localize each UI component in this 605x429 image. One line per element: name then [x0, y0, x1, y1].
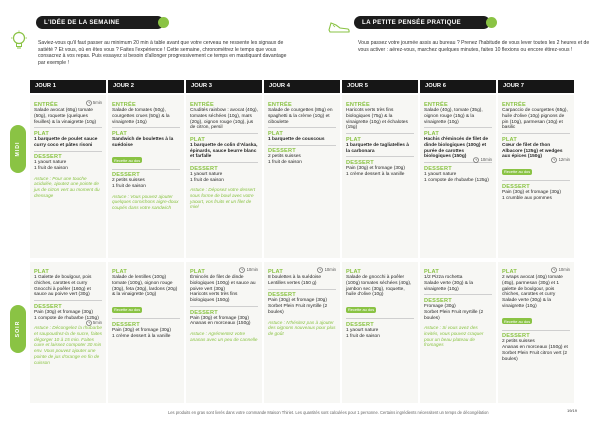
dessert-text: 1 yaourt nature 1 compote de rhubarbe (125g) — [424, 171, 489, 183]
divider — [34, 127, 102, 128]
plat-time — [551, 157, 570, 163]
entree-title: ENTRÉE — [346, 102, 370, 108]
entree-time-text: 5min — [92, 100, 102, 106]
idea-title-pill — [36, 16, 164, 29]
day-header: JOUR 1 — [30, 80, 106, 93]
day-header: JOUR 7 — [498, 80, 574, 93]
plat-text: Sandwich de boulettes à la suédoise — [112, 136, 174, 148]
plat-title: PLAT — [502, 136, 517, 143]
plat-time — [317, 267, 336, 273]
entree-text: Salade de tomates (50g), courgettes crues (50g) & la vinaigrette (10g) — [112, 108, 170, 125]
noon-cell — [30, 95, 106, 258]
divider — [190, 133, 258, 134]
side-label-noon — [10, 125, 26, 173]
plat-title: PLAT — [190, 136, 205, 143]
header — [0, 0, 605, 86]
dessert-title: DESSERT — [190, 165, 218, 172]
dessert-text: 2 petits suisses 1 fruit de saison — [112, 178, 146, 189]
entree-text: Salade de courgettes (85g) en spaghetti & la crème (10g) et ciboulette — [268, 108, 333, 125]
entree-title: ENTRÉE — [112, 102, 136, 108]
dessert-text: 1 yaourt nature 1 fruit de saison — [346, 327, 380, 339]
dessert-title: DESSERT — [34, 154, 62, 161]
evening-cell — [30, 262, 106, 403]
divider — [34, 300, 102, 301]
dessert-title: DESSERT — [268, 292, 296, 299]
noon-cell — [420, 95, 496, 258]
tip-text: Astuce : Décongelez la rhubarbe et saupoudrez-la de sucre, faites dégorger 10 à 15 min. Faites cuire et laissez compoter 30 min env. Vous pouvez ajouter une pointe de jus d'orange en fin de cuisson — [34, 325, 103, 365]
divider — [346, 156, 414, 157]
plat-title: PLAT — [34, 130, 49, 137]
tip-text: Astuce : Agrémentez votre ananas avec un peu de cannelle — [190, 331, 258, 342]
dessert-text: Fromage (30g) Sorbet Plein Fruit myrtille (2 boules) — [424, 303, 484, 321]
plat-time — [551, 267, 570, 273]
divider — [346, 318, 414, 319]
noon-cell — [186, 95, 262, 258]
plat-text: 1/2 Pizza rochetta Salade verte (30g) & la vinaigrette (10g) — [424, 275, 474, 292]
meal-plan-grid — [30, 80, 576, 403]
recipe-badge: Recette au dos — [114, 157, 141, 163]
divider — [190, 306, 258, 307]
plat-text: 1 Galette de boulgour, pois chiches, carottes et curry Gnocchi à poêler (160g) et sauce au poivre vert (30g) — [34, 275, 92, 298]
dessert-title: DESSERT — [34, 303, 62, 310]
plat-title: PLAT — [424, 130, 439, 137]
day-header: JOUR 6 — [420, 80, 496, 93]
tip-title: LA PETITE PENSÉE PRATIQUE — [362, 19, 461, 26]
divider — [268, 145, 336, 146]
recipe-badge: Recette au dos — [504, 169, 531, 175]
entree-text: Crudités rainbow : avocat (40g), tomates séchées (10g), maïs (20g), oignon rouge (10g), jus de citron, persil — [190, 108, 258, 131]
entree-text: Haricots verts très fins biologiques (75g) & la vinaigrette (10g) et échalotes (15g) — [346, 108, 408, 131]
dessert-title: DESSERT — [268, 148, 296, 155]
plat-title: PLAT — [502, 269, 517, 275]
tip-text: Astuce : N'hésitez pas à ajouter des oignons nouveaux pour plus de goût — [268, 319, 336, 336]
plat-text: Cœur de filet de thon Albacore (125g) et wedges aux épices (150g) — [502, 142, 563, 160]
divider — [112, 127, 180, 128]
plat-text: 1 barquette de couscous — [268, 136, 325, 142]
divider — [34, 151, 102, 152]
divider — [502, 330, 570, 331]
entree-text: Salade (40g), tomate (35g), oignon rouge (15g) & la vinaigrette (10g) — [424, 108, 483, 125]
divider — [112, 318, 180, 319]
entree-text: Salade avocat (65g) tomate (50g), roquette (quelques feuilles) & la vinaigrette (10g) — [34, 108, 97, 125]
dessert-text: 1 yaourt nature 1 fruit de saison — [190, 171, 224, 183]
plat-title: PLAT — [190, 269, 205, 275]
tip-text: Astuce : Pour une touche acidulée, ajoutez une pointe de jus de citron vert au moment du dressage — [34, 175, 100, 198]
plat-title: PLAT — [34, 269, 49, 275]
plat-time-text: 10min — [246, 267, 258, 273]
noon-cell — [498, 95, 574, 258]
day-header: JOUR 5 — [342, 80, 418, 93]
idea-dot — [158, 17, 169, 28]
dessert-text: 2 petits suisses 1 fruit de saison — [268, 154, 302, 166]
noon-cell — [342, 95, 418, 258]
tip-dot — [486, 17, 497, 28]
divider — [502, 133, 570, 134]
dessert-text: Pain (30g) et fromage (30g) 1 crème dessert à la vanille — [346, 165, 405, 177]
plat-title: PLAT — [346, 136, 361, 143]
tip-text: Astuce : Si vous avez des invités, vous pouvez craquer pour un beau plateau de fromages — [424, 325, 484, 348]
dessert-text: Pain (30g) et fromage (30g) 1 compote de rhubarbe (125g) — [34, 309, 99, 321]
idea-text: Saviez-vous qu'il faut passer au minimum 20 min à table avant que votre cerveau ne ressente les signaux de satiété ? Et vous, où en êtes vous ? Faites l'expérience ! Cette semaine, chronométrez le temps que vous consacrez à vos repas. Puis essayez si besoin d'allonger progressivement ce temps en mastiquant davantage par exemple ! — [38, 40, 287, 66]
dessert-title: DESSERT — [502, 183, 530, 190]
side-label-evening — [10, 305, 26, 353]
noon-cell — [108, 95, 184, 258]
dessert-title: DESSERT — [346, 321, 374, 328]
day-header: JOUR 2 — [108, 80, 184, 93]
dessert-text: Pain (30g) et fromage (30g) Sorbet Plein Fruit myrtille (2 boules) — [268, 298, 328, 315]
side-label-noon-text: MIDI — [15, 141, 21, 157]
side-label-evening-text: SOIR — [15, 320, 21, 338]
plat-title: PLAT — [112, 130, 127, 137]
dessert-title: DESSERT — [112, 321, 140, 328]
plat-text: Salade de lentilles (100g) tomate (100g), oignon rouge (30g), feta (30g), lardons (20g) & la vinaigrette (10g) — [112, 275, 178, 298]
plat-time — [473, 157, 492, 163]
plat-time-text: 10min — [324, 267, 336, 273]
divider — [268, 289, 336, 290]
dessert-time-text: 5min — [92, 320, 102, 326]
plat-text: Salade de gnocchi à poêler (100g) tomates séchées (40g), jambon sec (30g), roquette, huile d'olive (10g) — [346, 275, 412, 298]
plat-time-text: 10min — [558, 267, 570, 273]
dessert-title: DESSERT — [190, 309, 218, 316]
divider — [424, 127, 492, 128]
plat-title: PLAT — [268, 130, 283, 137]
plat-text: 2 wraps avocat (40g) tomate (45g), parmesan (30g) et 1 galette de boulgour, pois chiches, carottes et curry Salade verte (30g) & la vinaigrette (10g) — [502, 275, 563, 309]
plat-time-text: 10min — [480, 157, 492, 163]
day-header: JOUR 4 — [264, 80, 340, 93]
entree-title: ENTRÉE — [424, 102, 448, 108]
dessert-text: Pain (30g) et fromage (30g) 1 crème dessert à la vanille — [112, 327, 171, 339]
footer-note: Les produits en gras sont livrés dans votre commande Maison Thiriet. Les quantités sont calculées pour 1 personne. Certains ingrédients nécessitent un temps de décongélation — [168, 410, 489, 415]
noon-cell — [264, 95, 340, 258]
plat-time — [239, 267, 258, 273]
dessert-title: DESSERT — [346, 159, 374, 166]
evening-cell — [264, 262, 340, 403]
divider — [502, 180, 570, 181]
lightbulb-icon — [10, 30, 28, 52]
dessert-text: Pain (30g) et fromage (30g) Ananas en morceaux (150g) — [190, 315, 251, 327]
dessert-text: 2 petits suisses Ananas en morceaux (150g) et Sorbet Plein Fruit citron vert (2 boules) — [502, 339, 568, 362]
tip-text: Astuce : Vous pouvez ajouter quelques cornichons aigre-doux coupés dans votre sandwich — [112, 193, 179, 211]
plat-text: Hachis d'émincés de filet de dinde biologiques (100g) et purée de carottes biologiques (150g) — [424, 136, 489, 160]
plat-text: 1 barquette de tagliatelles à la carbonara — [346, 142, 409, 154]
recipe-badge: Recette au dos — [504, 318, 531, 324]
plat-title: PLAT — [424, 269, 439, 275]
entree-title: ENTRÉE — [190, 102, 214, 108]
page-number: 19/19 — [566, 408, 577, 413]
tip-text: Astuce : Déposez votre dessert sous forme de bowl avec votre yaourt, vos fruits et un filet de miel — [190, 187, 256, 210]
plat-text: Émincés de filet de dinde biologiques (100g) et sauce au poivre vert (30g) Haricots verts très fins biologiques (150g) — [190, 275, 256, 304]
recipe-badge: Recette au dos — [348, 307, 375, 313]
evening-cell — [186, 262, 262, 403]
divider — [346, 133, 414, 134]
evening-cell — [342, 262, 418, 403]
dessert-text: 1 yaourt nature 1 fruit de saison — [34, 160, 68, 171]
plat-title: PLAT — [268, 269, 283, 275]
entree-title: ENTRÉE — [502, 102, 526, 108]
tip-text: Vous passez votre journée assis au bureau ? Prenez l'habitude de vous lever toutes les 2 heures et de vous activer : aérez-vous, marchez quelques minutes, faites 10 flexions ou encore étirez-vous ! — [358, 40, 590, 53]
plat-text: 1 barquette de colin d'Alaska, épinards, sauce beurre blanc et farfalle — [190, 142, 258, 160]
divider — [112, 169, 180, 170]
plat-title: PLAT — [346, 269, 361, 275]
evening-cell — [108, 262, 184, 403]
entree-title: ENTRÉE — [268, 102, 292, 108]
recipe-badge: Recette au dos — [114, 307, 141, 313]
entree-time — [86, 100, 102, 106]
divider — [190, 162, 258, 163]
divider — [424, 294, 492, 295]
divider — [268, 127, 336, 128]
plat-time-text: 12min — [558, 157, 570, 163]
sneaker-icon — [328, 20, 350, 34]
dessert-title: DESSERT — [424, 297, 452, 304]
evening-cell — [420, 262, 496, 403]
idea-title: L'IDÉE DE LA SEMAINE — [44, 19, 120, 26]
dessert-title: DESSERT — [424, 165, 452, 172]
dessert-title: DESSERT — [112, 172, 140, 179]
dessert-title: DESSERT — [502, 333, 530, 340]
dessert-text: Pain (30g) et fromage (30g) 1 crumble aux pommes — [502, 189, 561, 201]
day-header: JOUR 3 — [186, 80, 262, 93]
plat-text: 8 boulettes à la suédoise Lentilles vertes (150 g) — [268, 275, 322, 286]
tip-title-pill — [354, 16, 490, 29]
entree-title: ENTRÉE — [34, 102, 58, 108]
plat-title: PLAT — [112, 269, 127, 275]
evening-cell — [498, 262, 574, 403]
plat-text: 1 barquette de poulet sauce curry coco et pâtes risoni — [34, 136, 98, 148]
dessert-time — [86, 320, 102, 326]
entree-text: Carpaccio de courgettes (65g), huile d'olive (10g) pignons de pin (10g), parmesan (10g) et basilic — [502, 108, 568, 131]
